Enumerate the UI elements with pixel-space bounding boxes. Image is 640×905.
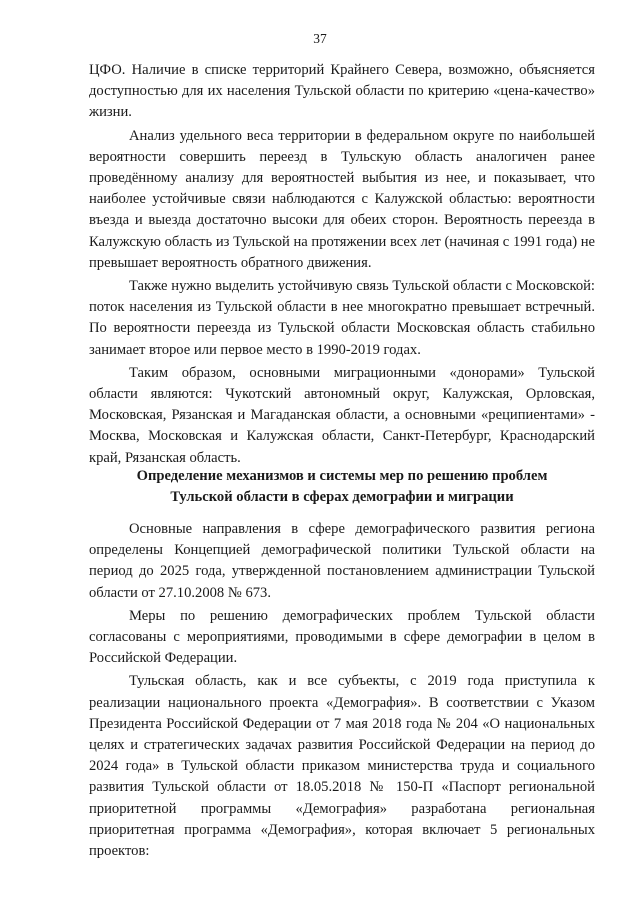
paragraph-donors-recipients: Таким образом, основными миграционными «донорами» Тульской области являются: Чукотский автономный округ, Калужская, Орловская, Московская, Рязанская и Магаданская области, а основными «реципиентами» - Москва, Московская и Калужская области, Санкт-Петербург, Краснодарский край, Рязанская область. (89, 364, 595, 466)
section-heading (89, 466, 595, 508)
paragraph-measures: Меры по решению демографических проблем Тульской области согласованы с мероприятиями, проводимыми в сфере демографии в целом в Российской Федерации. (89, 607, 595, 667)
section-heading-line-1: Определение механизмов и системы мер по решению проблем (136, 468, 548, 484)
page-number: 37 (313, 31, 327, 46)
body-text-top (89, 60, 595, 469)
paragraph-concept: Основные направления в сфере демографического развития региона определены Концепцией демографической политики Тульской области на период до 2025 года, утвержденной постановлением администрации Тульской области от 27.10.2008 № 673. (89, 521, 595, 601)
section-heading-line-2: Тульской области в сферах демографии и миграции (170, 489, 514, 506)
body-text-bottom (89, 519, 595, 862)
paragraph-national-project: Тульская область, как и все субъекты, с 2019 года приступила к реализации национального проекта «Демография». В соответствии с Указом Президента Российской Федерации от 7 мая 2018 года № 204 «О национальных целях и стратегических задачах развития Российской Федерации на период до 2024 года» в Тульской области приказом министерства труда и социального развития Тульской области от 18.05.2018 № 150-П «Паспорт региональной приоритетной программы «Демография» разработана региональная приоритетная программа «Демография», которая включает 5 региональных проектов: (89, 673, 595, 860)
paragraph-moscow-link: Также нужно выделить устойчивую связь Тульской области с Московской: поток населения из Тульской области в нее многократно превышает встречный. По вероятности переезда из Тульской области Московская область стабильно занимает второе или первое место в 1990-2019 годах. (89, 278, 595, 358)
paragraph-kaluga-analysis: Анализ удельного веса территории в федеральном округе по наибольшей вероятности совершить переезд в Тульскую область аналогичен ранее проведённому анализу для вероятностей выбытия из нее, и показывает, что наиболее устойчивые связи наблюдаются с Калужской областью: вероятности въезда и выезда достаточно высоки для обеих сторон. Вероятность переезда в Калужскую область из Тульской на протяжении всех лет (начиная с 1991 года) не превышает вероятность обратного движения. (89, 127, 595, 271)
paragraph-continuation: ЦФО. Наличие в списке территорий Крайнего Севера, возможно, объясняется доступностью для их населения Тульской области по критерию «цена-качество» жизни. (89, 62, 595, 121)
